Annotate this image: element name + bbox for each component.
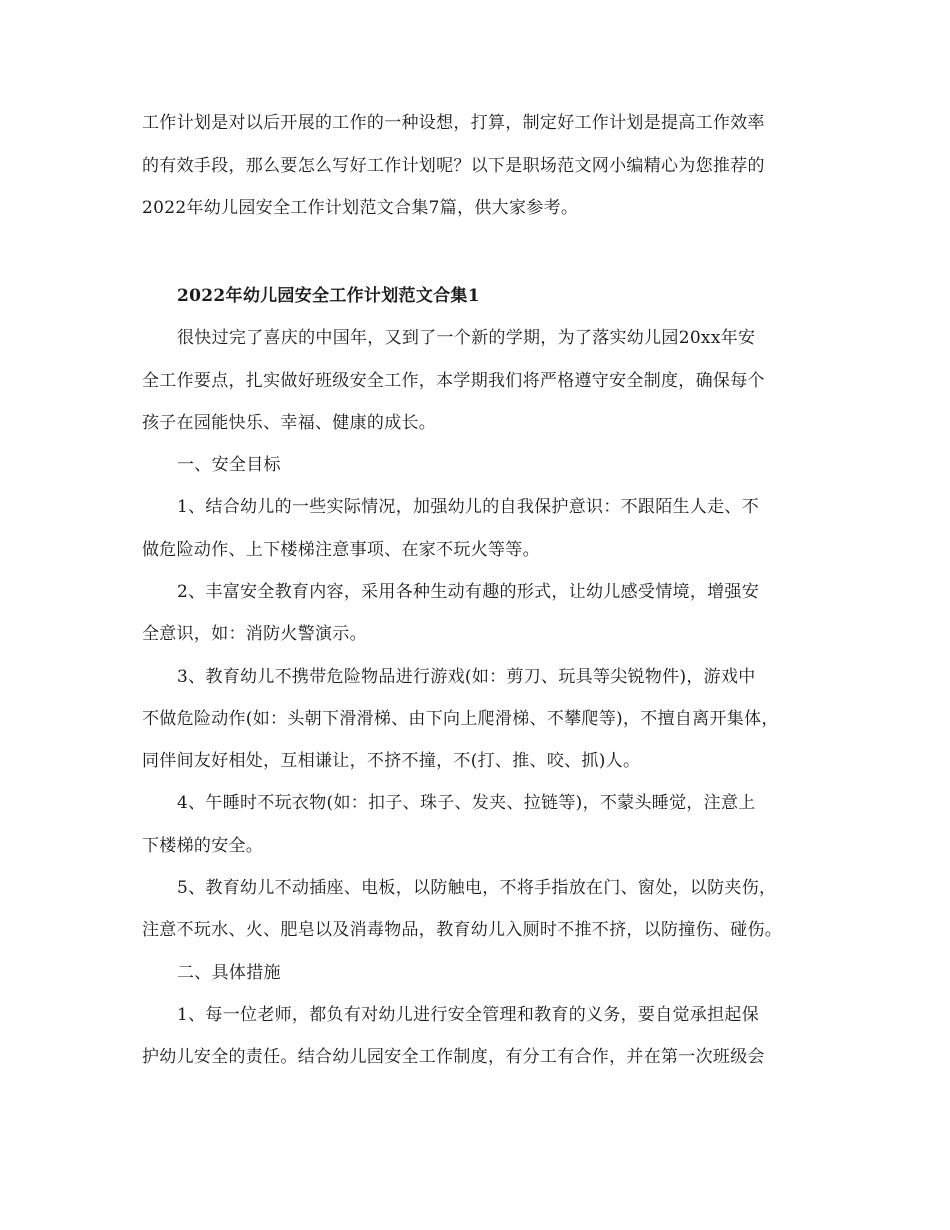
paragraph-line: 做危险动作、上下楼梯注意事项、在家不玩火等等。 <box>142 540 540 560</box>
paragraph-line: 1、每一位老师，都负有对幼儿进行安全管理和教育的义务，要自觉承担起保 <box>177 1005 760 1025</box>
paragraph-line: 全工作要点，扎实做好班级安全工作，本学期我们将严格遵守安全制度，确保每个 <box>142 371 765 391</box>
intro-line-1: 工作计划是对以后开展的工作的一种设想，打算，制定好工作计划是提高工作效率 <box>142 113 765 133</box>
subheading-safety-goals: 一、安全目标 <box>177 455 281 475</box>
paragraph-line: 下楼梯的安全。 <box>142 836 264 856</box>
paragraph-line: 全意识，如：消防火警演示。 <box>142 624 367 644</box>
paragraph-line: 护幼儿安全的责任。结合幼儿园安全工作制度，有分工有合作，并在第一次班级会 <box>142 1047 765 1067</box>
paragraph-line: 2、丰富安全教育内容，采用各种生动有趣的形式，让幼儿感受情境，增强安 <box>177 582 760 602</box>
intro-line-3: 2022年幼儿园安全工作计划范文合集7篇，供大家参考。 <box>142 198 579 218</box>
paragraph-line: 1、结合幼儿的一些实际情况，加强幼儿的自我保护意识：不跟陌生人走、不 <box>177 497 760 517</box>
paragraph-line: 4、午睡时不玩衣物(如：扣子、珠子、发夹、拉链等)，不蒙头睡觉，注意上 <box>177 793 756 813</box>
paragraph-line: 不做危险动作(如：头朝下滑滑梯、由下向上爬滑梯、不攀爬等)，不擅自离开集体， <box>142 709 779 729</box>
paragraph-line: 5、教育幼儿不动插座、电板，以防触电，不将手指放在门、窗处，以防夹伤， <box>177 878 777 898</box>
intro-line-2: 的有效手段，那么要怎么写好工作计划呢？以下是职场范文网小编精心为您推荐的 <box>142 156 765 176</box>
paragraph-line: 3、教育幼儿不携带危险物品进行游戏(如：剪刀、玩具等尖锐物件)，游戏中 <box>177 667 756 687</box>
paragraph-line: 孩子在园能快乐、幸福、健康的成长。 <box>142 413 437 433</box>
subheading-measures: 二、具体措施 <box>177 963 281 983</box>
section-title: 2022年幼儿园安全工作计划范文合集1 <box>177 286 480 306</box>
paragraph-line: 同伴间友好相处，互相谦让，不挤不撞，不(打、推、咬、抓)人。 <box>142 751 641 771</box>
paragraph-line: 很快过完了喜庆的中国年，又到了一个新的学期，为了落实幼儿园20xx年安 <box>177 328 756 348</box>
paragraph-line: 注意不玩水、火、肥皂以及消毒物品，教育幼儿入厕时不推不挤，以防撞伤、碰伤。 <box>142 920 783 940</box>
